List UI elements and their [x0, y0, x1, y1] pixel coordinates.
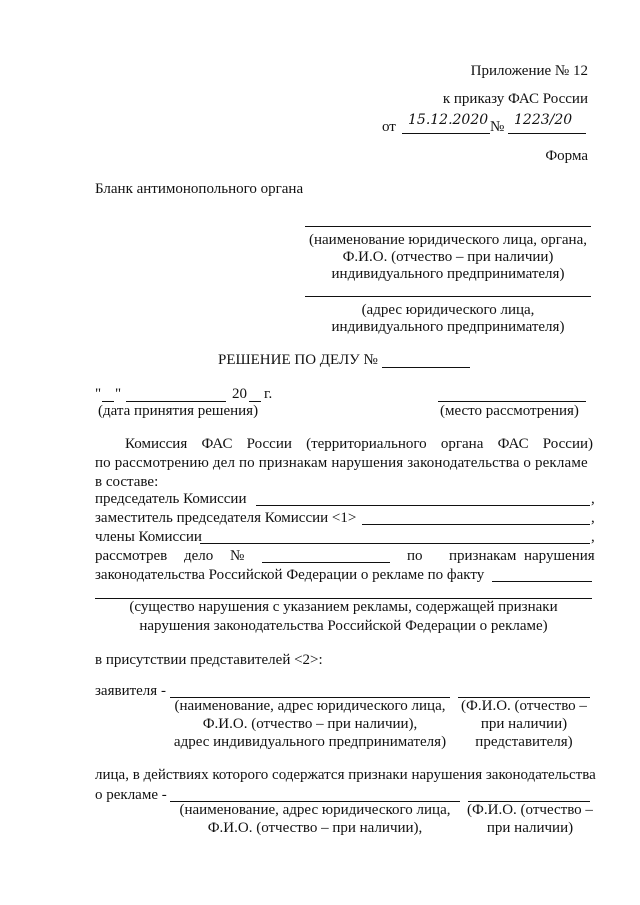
date-prefix: от	[382, 119, 396, 135]
recipient-name-caption-2: Ф.И.О. (отчество – при наличии)	[342, 249, 554, 265]
month-line	[126, 401, 226, 402]
commission-line-1: Комиссия ФАС России (территориального органа ФАС России)	[125, 436, 593, 452]
year-suffix: г.	[264, 386, 273, 402]
order-date-handwritten: 15.12.2020	[408, 112, 489, 128]
essence-caption-1: (существо нарушения с указанием рекламы, содержащей признаки	[129, 599, 558, 615]
violator-caption-right-2: при наличии)	[486, 820, 574, 836]
recipient-address-caption-1: (адрес юридического лица,	[361, 302, 535, 318]
recipient-name-line	[305, 226, 591, 227]
considered-word-5: признакам	[449, 548, 517, 564]
year-line	[249, 401, 261, 402]
order-label: к приказу ФАС России	[442, 91, 588, 107]
recipient-name-caption-3: индивидуального предпринимателя)	[331, 266, 565, 282]
violator-line-2: о рекламе -	[95, 787, 167, 803]
members-line	[200, 543, 590, 544]
order-number-handwritten: 1223/20	[514, 112, 573, 128]
commission-line-2: по рассмотрению дел по признакам нарушения законодательства о рекламе	[95, 455, 588, 471]
deputy-comma: ,	[591, 510, 595, 526]
case-number-line	[382, 367, 470, 368]
applicant-caption-left-2: Ф.И.О. (отчество – при наличии),	[202, 716, 418, 732]
form-label: Форма	[545, 148, 588, 164]
appendix-label: Приложение № 12	[470, 63, 588, 79]
applicant-caption-right-3: представителя)	[475, 734, 573, 750]
essence-caption-2: нарушения законодательства Российской Федерации о рекламе)	[139, 618, 548, 634]
quote-open: "	[95, 386, 102, 402]
chair-line	[256, 505, 590, 506]
considered-word-2: дело	[184, 548, 214, 564]
deputy-label: заместитель председателя Комиссии <1>	[95, 510, 357, 526]
recipient-name-caption-1: (наименование юридического лица, органа,	[308, 232, 587, 248]
considered-case-line	[262, 562, 390, 563]
presence-label: в присутствии представителей <2>:	[95, 652, 323, 668]
applicant-caption-left-1: (наименование, адрес юридического лица,	[174, 698, 446, 714]
considered-word-6: нарушения	[524, 548, 595, 564]
applicant-caption-left-3: адрес индивидуального предпринимателя)	[173, 734, 447, 750]
place-caption: (место рассмотрения)	[440, 403, 579, 419]
order-number-line	[508, 133, 586, 134]
deputy-line	[362, 524, 590, 525]
year-prefix: 20	[232, 386, 247, 402]
quote-close: "	[115, 386, 122, 402]
considered-number-sign: №	[230, 548, 245, 564]
law-fact-line	[492, 581, 592, 582]
number-sign: №	[490, 119, 505, 135]
members-comma: ,	[591, 529, 595, 545]
date-caption: (дата принятия решения)	[98, 403, 259, 419]
applicant-label: заявителя -	[95, 683, 166, 699]
chair-label: председатель Комиссии	[95, 491, 247, 507]
day-line	[102, 401, 114, 402]
decision-title: РЕШЕНИЕ ПО ДЕЛУ №	[218, 352, 378, 368]
blank-label: Бланк антимонопольного органа	[95, 181, 304, 197]
violator-line-1: лица, в действиях которого содержатся признаки нарушения законодательства	[95, 767, 596, 783]
violator-caption-left-2: Ф.И.О. (отчество – при наличии),	[207, 820, 423, 836]
members-label: члены Комиссии	[95, 529, 202, 545]
commission-line-3: в составе:	[95, 474, 159, 490]
recipient-address-caption-2: индивидуального предпринимателя)	[331, 319, 565, 335]
chair-comma: ,	[591, 491, 595, 507]
applicant-caption-right-2: при наличии)	[480, 716, 568, 732]
recipient-address-line	[305, 296, 591, 297]
place-line	[438, 401, 586, 402]
law-fact-label: законодательства Российской Федерации о рекламе по факту	[95, 567, 485, 583]
considered-word-4: по	[407, 548, 423, 564]
applicant-caption-right-1: (Ф.И.О. (отчество –	[461, 698, 587, 714]
violator-caption-right-1: (Ф.И.О. (отчество –	[467, 802, 593, 818]
violator-caption-left-1: (наименование, адрес юридического лица,	[179, 802, 451, 818]
order-date-line	[402, 133, 490, 134]
considered-word-1: рассмотрев	[95, 548, 168, 564]
